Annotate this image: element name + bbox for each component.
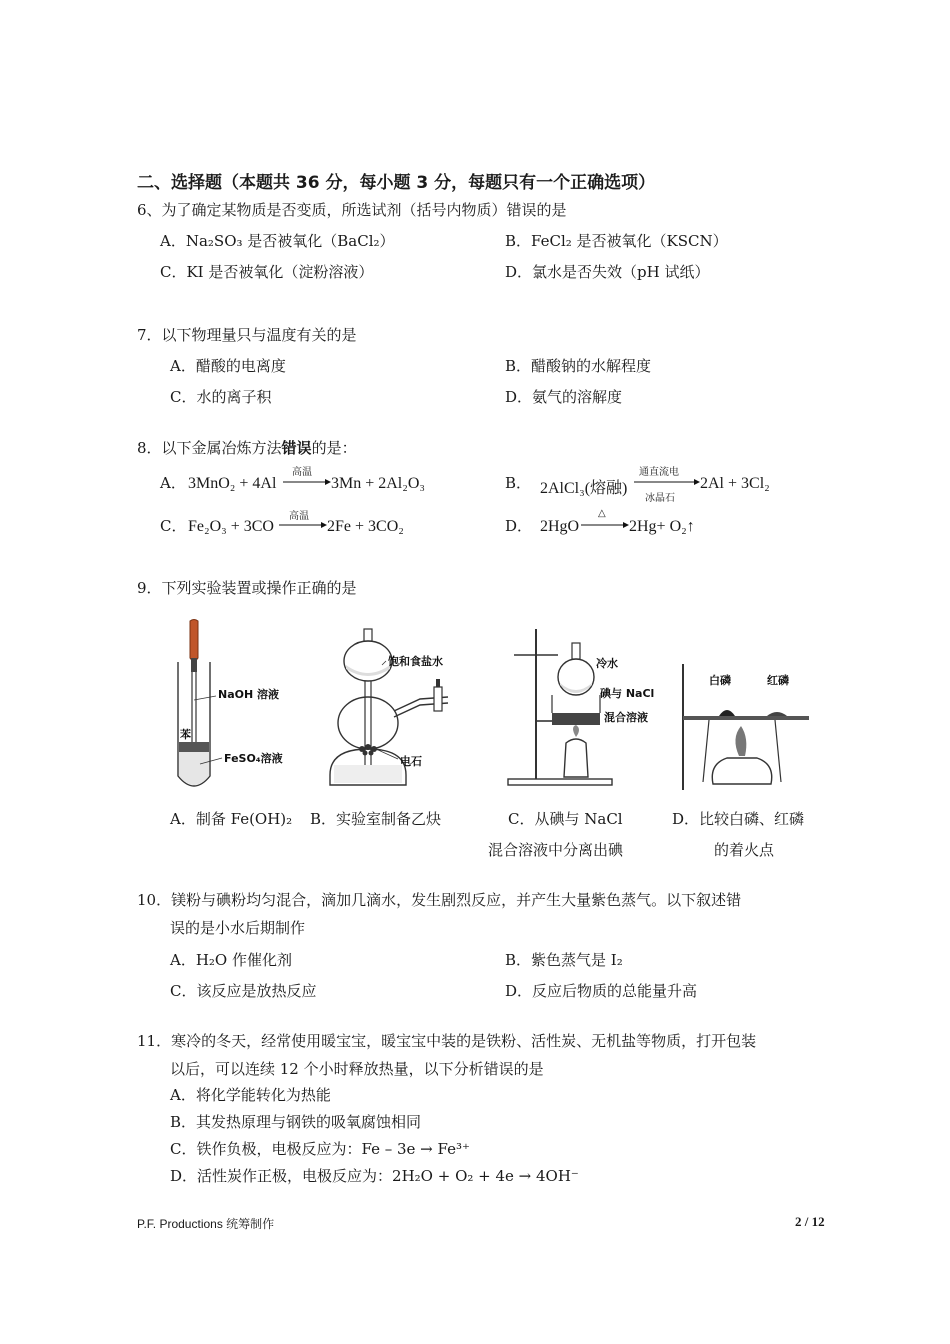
question-8-option-a-condition: 高温 [292, 467, 312, 478]
label-benzene: 苯 [180, 728, 191, 741]
page-number: 2 / 12 [795, 1214, 825, 1229]
question-11-option-a: A．将化学能转化为热能 [170, 1086, 331, 1104]
label-white-phosphorus: 白磷 [709, 674, 731, 687]
question-11-option-d: D．活性炭作正极，电极反应为：2H₂O + O₂ + 4e → 4OH⁻ [170, 1167, 579, 1185]
figure-d-caption-line1: D．比较白磷、红磷 [672, 810, 805, 828]
question-8-option-a-reactants: 3MnO₂ + 4Al [188, 475, 277, 492]
figure-b-acetylene-apparatus [320, 625, 480, 795]
question-8-option-c-arrow [279, 520, 327, 530]
question-8-option-c-condition: 高温 [289, 511, 309, 522]
benzene-layer [179, 742, 209, 752]
question-8-option-b-label: B． [505, 474, 532, 492]
figure-c-caption-line2: 混合溶液中分离出碘 [488, 841, 624, 859]
carbide-lumps [359, 744, 377, 756]
label-feso4: FeSO₄溶液 [224, 752, 283, 765]
question-10-stem-line2: 误的是小水后期制作 [170, 919, 306, 937]
question-10-option-d: D．反应后物质的总能量升高 [505, 982, 698, 1000]
stand-base [508, 779, 612, 785]
stopcock-icon [434, 687, 442, 711]
label-naoh: NaOH 溶液 [218, 688, 280, 701]
label-carbide: 电石 [400, 755, 422, 768]
figure-d-caption-line2: 的着火点 [714, 841, 775, 859]
question-8-option-c-reactants: Fe₂O₃ + 3CO [188, 518, 274, 535]
question-8-stem-pre: 8．以下金属冶炼方法 [137, 439, 282, 457]
red-phosphorus [767, 712, 787, 716]
alcohol-lamp [712, 758, 771, 784]
question-6-option-b: B．FeCl₂ 是否被氧化（KSCN） [505, 232, 728, 250]
cold-water-flask [558, 659, 594, 695]
question-8-option-a-arrow [283, 477, 331, 487]
question-7-option-a: A．醋酸的电离度 [170, 357, 286, 375]
question-10-option-c: C．该反应是放热反应 [170, 982, 317, 1000]
question-8-option-c-products: 2Fe + 3CO₂ [327, 518, 404, 535]
question-7-option-d: D．氨气的溶解度 [505, 388, 623, 406]
question-11-option-b: B．其发热原理与钢铁的吸氧腐蚀相同 [170, 1113, 422, 1131]
label-brine: 饱和食盐水 [388, 655, 443, 668]
question-6-stem: 6、为了确定某物质是否变质，所选试剂（括号内物质）错误的是 [137, 201, 567, 219]
footer-credit: P.F. Productions 统筹制作 [137, 1217, 275, 1231]
beaker-with-mixture [552, 713, 600, 725]
question-11-stem-line2: 以后，可以连续 12 个小时释放热量，以下分析错误的是 [170, 1060, 544, 1078]
figure-c-iodine-separation [500, 625, 675, 795]
question-6-option-d: D．氯水是否失效（pH 试纸） [505, 263, 710, 281]
figure-c-caption-line1: C．从碘与 NaCl [508, 810, 623, 828]
question-7-stem: 7．以下物理量只与温度有关的是 [137, 326, 357, 344]
white-phosphorus [719, 710, 735, 716]
alcohol-lamp [564, 739, 588, 777]
question-8-option-d-reactants: 2HgO [540, 518, 580, 535]
label-mixture-line1: 碘与 NaCl [600, 687, 655, 700]
question-10-option-a: A．H₂O 作催化剂 [170, 951, 292, 969]
feso4-solution [179, 752, 209, 785]
dropper-bulb [190, 620, 198, 662]
question-8-option-c-label: C． [160, 517, 187, 535]
question-8-option-d-condition: △ [598, 508, 606, 519]
label-red-phosphorus: 红磷 [767, 674, 789, 687]
question-11-option-c: C．铁作负极，电极反应为：Fe – 3e → Fe³⁺ [170, 1140, 470, 1158]
question-8-stem-emphasis: 错误 [281, 439, 312, 457]
question-9-stem: 9．下列实验装置或操作正确的是 [137, 579, 357, 597]
figure-a-caption: A．制备 Fe(OH)₂ [170, 810, 293, 828]
question-8-option-b-arrow [634, 477, 700, 487]
question-8-option-d-products: 2Hg+ O₂↑ [629, 518, 695, 535]
question-11-stem-line1: 11．寒冷的冬天，经常使用暖宝宝，暖宝宝中装的是铁粉、活性炭、无机盐等物质，打开包装 [137, 1032, 757, 1050]
question-8-option-d-arrow [581, 520, 629, 530]
question-8-option-b-condition-top: 通直流电 [639, 467, 679, 478]
question-7-option-b: B．醋酸钠的水解程度 [505, 357, 652, 375]
copper-plate [683, 716, 809, 720]
figure-b-caption: B．实验室制备乙炔 [310, 810, 442, 828]
label-cold-water: 冷水 [596, 657, 618, 670]
dropper-collar [191, 658, 197, 672]
middle-bulb [338, 697, 398, 749]
figure-d-ignition-comparison [675, 660, 815, 795]
question-8-option-a-products: 3Mn + 2Al₂O₃ [331, 475, 425, 492]
question-8-stem-post: 的是： [311, 439, 357, 457]
question-8-option-d-label: D． [505, 517, 533, 535]
question-8-option-b-products: 2Al + 3Cl₂ [700, 475, 770, 492]
question-8-option-a-label: A． [160, 474, 186, 492]
label-mixture-line2: 混合溶液 [604, 711, 648, 724]
figure-a-fe-oh2-apparatus [170, 618, 310, 798]
question-8-option-b-reactants: 2AlCl₃(熔融) [540, 480, 628, 497]
section-title: 二、选择题（本题共 36 分，每小题 3 分，每题只有一个正确选项） [137, 173, 656, 193]
question-10-option-b: B．紫色蒸气是 I₂ [505, 951, 623, 969]
question-6-option-c: C．KI 是否被氧化（淀粉溶液） [160, 263, 374, 281]
question-6-option-a: A．Na₂SO₃ 是否被氧化（BaCl₂） [160, 232, 395, 250]
question-8-option-b-condition-bottom: 冰晶石 [645, 493, 675, 504]
question-10-stem-line1: 10．镁粉与碘粉均匀混合，滴加几滴水，发生剧烈反应，并产生大量紫色蒸气。以下叙述错 [137, 891, 742, 909]
question-8-stem [137, 441, 357, 456]
question-7-option-c: C．水的离子积 [170, 388, 272, 406]
